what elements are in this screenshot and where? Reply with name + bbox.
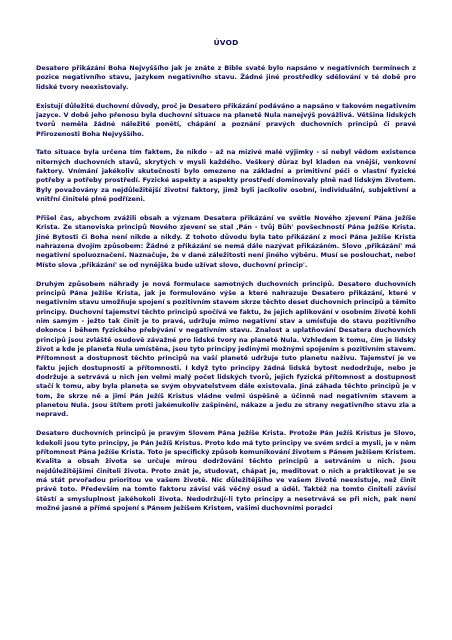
paragraph-5: Druhým způsobem náhrady je nová formulace samotných duchovních principů. Desatero duchovních principů Pána Ježíše Krista, jak je formulováno výše a které nahrazuje Desatero přikázání, které v negativním stavu umožňuje spojení s pozitivním stavem skrze těchto deset duchovních principů a těmito principy. Duchovní tajemství těchto principů spočívá ve faktu, že jejich aplikování v osobním životě kohli nim samým - ježto tak činit je to pravé, udržuje mimo negativní stav a umísťuje do stavu pozitivního dokonce i během fyzického přebývání v negativním stavu. Znalost a uplatňování Desatera duchovních principů jsou zvláště osudově závažné pro lidské tvory na planetě Nula. Vzhledem k tomu, čím je lidský život a kde je planeta Nula umístěna, jsou tyto principy jedinými možnými spojením s pozitivním stavem. Přítomnost a dostupnost těchto principů na vaší planetě udržuje tuto planetu naživu. Tajemství je ve faktu jejich dostupnosti a přítomnosti. I když tyto principy žádná lidská bytost nedodržuje, nebo je dodržuje a setrvává u nich jen velmi malý počet lidských tvorů, jejich fyzická přítomnost a dostupnost stačí k tomu, aby byla planeta se svým obyvatelstvem dále existovala. Jiná záhada těchto principů je v tom, že skrze ně a jimi Pán Ježíš Kristus vládne velmi úspěšně a účinně nad negativním stavem a planetou Nula. Jsou štítem proti jakémukoliv zašpinění, nákaze a jedu ze strany negativního stavu zla a nepravd.	[36, 279, 416, 419]
document-title: ÚVOD	[213, 38, 239, 47]
paragraph-6: Desatero duchovních principů je pravým Slovem Pána Ježíše Krista. Protože Pán Ježíš Kristus je Slovo, kdekoli jsou tyto principy, je Pán Ježíš Kristus. Proto kdo má tyto principy ve svém srdci a mysli, je v něm přítomnost Pána Ježíše Krista. Toto je specifický způsob komunikování životem s Pánem Ježíšem Kristem. Kvalita a obsah života se určuje mírou dodržování těchto principů a setrváním u nich. Jsou nejdůležitějšími činiteli života. Proto znát je, studovat, chápat je, meditovat o nich a praktikovat je se má stát prvořadou prioritou ve vašem životě. Nic důležitějšího ve vašem životě neexistuje, než činit právě toto. Především na tomto faktoru závisí váš věčný osud a úděl. Taktéž na tomto činiteli závisí štěstí a smysluplnost jakéhokoli života. Nedodržují-li tyto principy a nesetrvává se při nich, pak není možné jasné a přímé spojení s Pánem Ježíšem Kristem, vašimi duchovními poradci	[36, 429, 416, 512]
paragraph-3: Tato situace byla určena tím faktem, že nikdo - až na mizivé malé výjimky - si nebyl vědom existence niterných duchovních stavů, skrytých v mysli každého. Veškerý důraz byl kladen na vnější, venkovní faktory. Vnímání jakékoliv skutečnosti bylo omezeno na základní a primitivní péči o vlastní fyzické potřeby a potřeby prostředí. Fyzické aspekty a aspekty prostředí dominovaly plně nad lidským životem. Byly považovány za nejdůležitější životní faktory, jimž byli jacíkoliv osobní, individuální, subjektivní a vnitřní činitelé plně podřízeni.	[36, 148, 416, 204]
paragraph-2: Existují důležité duchovní důvody, proč je Desatero přikázání podáváno a napsáno v takovém negativním jazyce. V době jeho přenosu byla duchovní situace na planetě Nula nanejvýš povážlivá. Většina lidských tvorů neměla žádné náležité ponětí, chápání a poznání pravých duchovních principů či pravé Přirozenosti Boha Nejvyššího.	[36, 101, 416, 138]
paragraph-4: Přišel čas, abychom zvážili obsah a význam Desatera přikázání ve světle Nového zjevení Pána Ježíše Krista. Ze stanoviska principů Nového zjevení se stal ‚Pán - tvůj Bůh' povšechností Pána Ježíše Krista. Jiné Bytosti či Boha není nikde a nikdy. Z tohoto důvodu byla tato přikázání z moci Pána Ježíše Krista nahrazena dvojím způsobem: Žádné z přikázání se nemá dále nazývat přikázáním. Slovo ‚přikázání' má negativní spoluoznačení. Naznačuje, že v dané záležitosti není jiného výběru. Musí se poslouchat, nebo! Místo slova ‚přikázání' se od nynějška bude užívat slovo, duchovní princip'.	[36, 213, 416, 269]
paragraph-1: Desatero přikázání Boha Nejvyššího jak je znáte z Bible svaté bylo napsáno v negativních termínech z pozice negativního stavu, jazykem negativního stavu. Žádné jiné prostředky sdělování v té době pro lidské tvory neexistovaly.	[36, 64, 416, 91]
